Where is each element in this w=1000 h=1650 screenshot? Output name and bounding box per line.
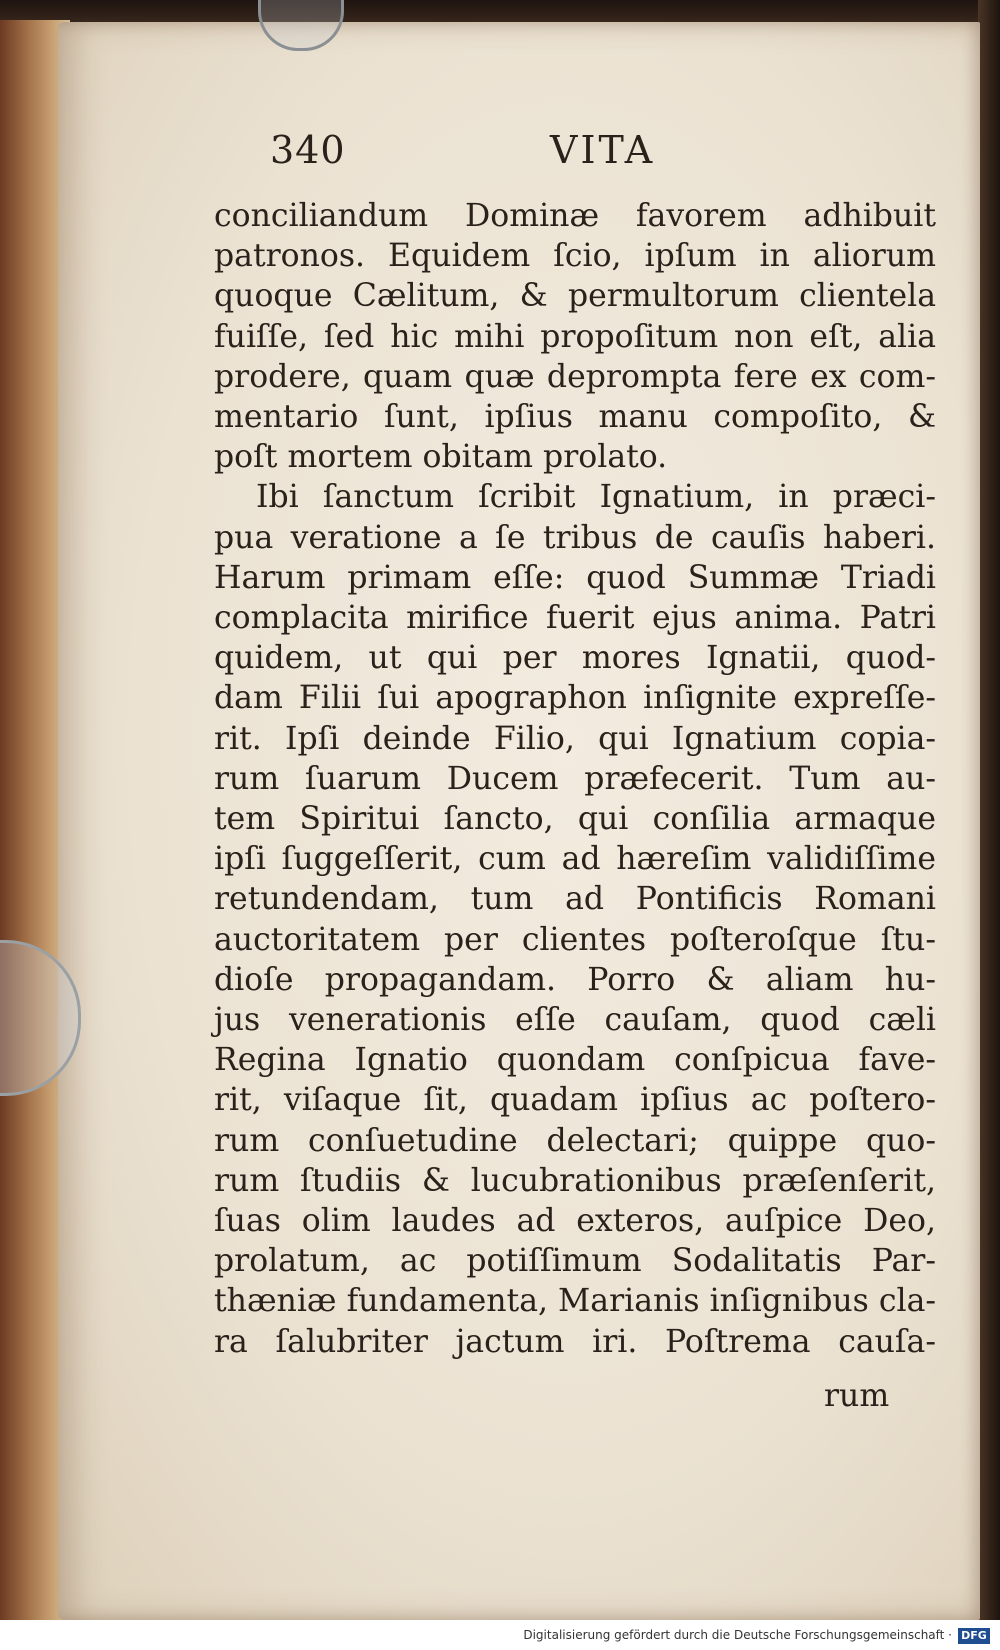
text-line: ipſi ſuggeſſerit, cum ad hæreſim validiſſime: [214, 841, 936, 878]
text-line: auctoritatem per clientes poſteroſque ſtu-: [214, 921, 936, 958]
funding-credit: Digitalisierung gefördert durch die Deutsche Forschungsgemeinschaft ·: [523, 1628, 952, 1642]
page-header: [270, 128, 690, 178]
text-line: retundendam, tum ad Pontificis Romani: [214, 881, 936, 918]
text-line: pua veratione a ſe tribus de cauſis haberi.: [214, 519, 936, 556]
text-line: rum ſuarum Ducem præfecerit. Tum au-: [214, 760, 936, 797]
text-line: dioſe propagandam. Porro & aliam hu-: [214, 961, 936, 998]
text-line: Ibi ſanctum ſcribit Ignatium, in præci-: [256, 479, 936, 516]
text-line: conciliandum Dominæ favorem adhibuit: [214, 198, 936, 234]
page-number: 340: [270, 128, 346, 172]
text-line: Harum primam eſſe: quod Summæ Triadi: [214, 559, 936, 596]
body-text: [214, 196, 936, 1362]
running-title: VITA: [550, 128, 656, 172]
text-line: ra ſalubriter jactum iri. Poſtrema cauſa-: [214, 1323, 936, 1360]
text-line: quidem, ut qui per mores Ignatii, quod-: [214, 640, 936, 677]
dfg-logo-icon: DFG: [958, 1628, 990, 1644]
text-line: complacita mirifice fuerit ejus anima. Patri: [214, 600, 936, 637]
catchword: rum: [824, 1378, 890, 1414]
text-line: mentario ſunt, ipſius manu compoſito, &: [214, 399, 936, 436]
text-line: tem Spiritui ſancto, qui conſilia armaque: [214, 801, 936, 838]
text-line: fuiſſe, ſed hic mihi propoſitum non eſt, alia: [214, 318, 936, 355]
text-line: rit. Ipſi deinde Filio, qui Ignatium copia-: [214, 720, 936, 757]
text-line: Regina Ignatio quondam conſpicua fave-: [214, 1042, 936, 1079]
text-line: rum conſuetudine delectari; quippe quo-: [214, 1122, 936, 1159]
text-line: prolatum, ac potiſſimum Sodalitatis Par-: [214, 1243, 936, 1280]
text-line: rit, viſaque ſit, quadam ipſius ac poſtero-: [214, 1082, 936, 1119]
text-line: quoque Cælitum, & permultorum clientela: [214, 278, 936, 315]
text-line: patronos. Equidem ſcio, ipſum in aliorum: [214, 238, 936, 275]
footer-bar: [0, 1620, 1000, 1650]
text-line: dam Filii ſui apographon inſignite expreſſe-: [214, 680, 936, 717]
text-line: rum ſtudiis & lucubrationibus præſenſerit,: [214, 1162, 936, 1199]
scan-right-edge: [978, 0, 1000, 1630]
text-line: prodere, quam quæ deprompta fere ex com-: [214, 358, 936, 395]
text-line: ſuas olim laudes ad exteros, auſpice Deo,: [214, 1203, 936, 1240]
text-line: thæniæ fundamenta, Marianis inſignibus cla-: [214, 1283, 936, 1320]
text-line: poſt mortem obitam prolato.: [214, 439, 668, 476]
text-line: jus venerationis eſſe cauſam, quod cæli: [214, 1002, 936, 1039]
